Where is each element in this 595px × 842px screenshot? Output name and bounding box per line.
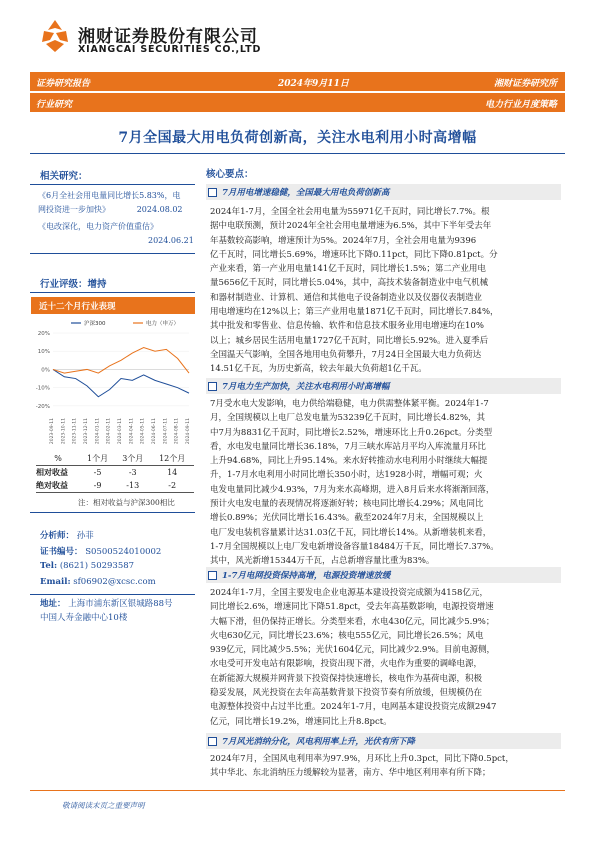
legend-label: 电力（申万）: [146, 321, 180, 327]
series-line-0: [53, 369, 189, 396]
body-line: 电发电量同比减少4.93%，7月为来水高峰期，进入8月后来水将渐渐回落，: [210, 484, 495, 495]
checkbox-square-icon: [208, 571, 217, 580]
body-line: 2024年1-7月，全国主要发电企业电源基本建设投资完成额为4158亿元，: [210, 588, 488, 598]
company-logo-icon: [40, 20, 70, 52]
y-tick-label: 20%: [37, 331, 50, 337]
key-points-heading: 核心要点：: [206, 169, 254, 180]
body-line: 火电630亿元，同比增长23.6%；核电555亿元，同比增长26.5%；风电: [210, 630, 484, 641]
body-line: 2024年1-7月，全国全社会用电量为55971亿千瓦时，同比增长7.7%。根: [210, 207, 490, 217]
address-divider: [30, 594, 195, 595]
body-line: 预计火电发电量的表现情况将逐渐好转；核电同比增长4.29%；风电同比: [210, 499, 484, 510]
body-line: 7月受水电大发影响，电力供给端稳健，电力供需整体紧平衡。2024年1-7: [210, 399, 489, 409]
body-line: 电厂发电装机容量累计达31.03亿千瓦，同比增长14%。从新增装机来看，: [210, 527, 492, 538]
section-body-1: [210, 205, 560, 377]
x-tick-label: 2024-07-11: [163, 418, 169, 445]
related-item-1[interactable]: 《6月全社会用电量同比增长5.83%，电 网投资进一步加快》 2024.08.02: [38, 191, 183, 214]
x-tick-label: 2024-03-11: [118, 418, 123, 445]
company-name-cn: 湘财证券股份有限公司: [78, 27, 258, 47]
checkbox-square-icon: [208, 737, 217, 746]
returns-table: [36, 452, 194, 493]
y-tick-label: -10%: [35, 385, 50, 392]
industry-rating: 行业评级：增持: [40, 279, 107, 290]
related-research-heading: 相关研究：: [40, 171, 88, 182]
header-bar-top: [30, 72, 565, 91]
body-line: 升，1-7月水电利用小时同比增长350小时，达1928小时，增幅可观；火: [210, 470, 483, 481]
returns-header-row: % 1个月 3个月 12个月: [54, 454, 186, 463]
body-line: 1-7月全国规模以上电厂发电新增设备容量18484万千瓦，同比增长7.37%。: [210, 541, 499, 552]
related-item-2-date: 2024.06.21: [148, 236, 194, 245]
analyst: 分析师： 孙菲: [40, 531, 94, 541]
body-line: 中7月为8831亿千瓦时，同比增长2.52%，增速环比上升0.26pct。分类型: [210, 427, 493, 438]
body-line: 看，水电发电量同比增长36.18%，7月三峡水库站月平均入库流量月环比: [210, 441, 486, 452]
x-tick-label: 2024-05-11: [140, 418, 146, 445]
header-bar-bottom: [30, 93, 565, 112]
body-line: 月，全国规模以上电厂总发电量为53239亿千瓦时，同比增长4.82%，其: [210, 413, 486, 424]
rating-divider-top: [30, 253, 195, 254]
checkbox-square-icon: [208, 382, 217, 391]
x-tick-label: 2024-01-11: [95, 418, 101, 445]
x-tick-label: 2024-06-11: [152, 418, 157, 445]
y-tick-label: 0%: [41, 367, 50, 374]
report-title: 7月全国最大用电负荷创新高，关注水电利用小时高增幅: [118, 130, 477, 146]
institute-name: 湘财证券研究所: [493, 79, 557, 89]
strategy-type: 电力行业月度策略: [484, 100, 557, 110]
body-line: 年基数较高影响，增速预计为5%。2024年7月，全社会用电量为9396: [210, 235, 477, 246]
body-line: 水电受可开发电站有限影响，投资出现下滑，火电作为重要的调峰电源，: [210, 659, 483, 670]
section-body-4: [210, 752, 560, 781]
telephone: Tel: (8621) 50293587: [40, 561, 135, 571]
body-line: 产业来看，第一产业用电量141亿千瓦时，同比增长1.5%；第二产业用电: [210, 264, 486, 275]
disclaimer-link[interactable]: 敬请阅读末页之重要声明: [62, 801, 145, 810]
report-date: 2024年9月11日: [278, 79, 349, 89]
body-line: 以上；城乡居民生活用电量1727亿千瓦时，同比增长5.92%。进入夏季后: [210, 335, 489, 346]
title-divider: [30, 153, 565, 154]
absolute-return-row: 绝对收益 -9 -13 -2: [36, 479, 194, 493]
relative-return-row: 相对收益 -5 -3 14: [36, 466, 194, 480]
x-tick-label: 2024-08-11: [174, 418, 180, 445]
related-item-2[interactable]: 《电改深化，电力资产价值重估》: [38, 222, 158, 231]
body-line: 同比增长2.6%，增速同比下降51.8pct，受去年高基数影响，电源投资增速: [210, 602, 494, 613]
x-tick-label: 2023-12-11: [84, 418, 89, 445]
body-line: 其中，风光新增15344万千瓦，占总新增容量比重为83%。: [210, 556, 435, 567]
y-tick-label: -20%: [35, 403, 50, 410]
section-heading-3: 1-7月电网投资保持高增，电源投资增速放缓: [206, 567, 561, 583]
chart-note: 注：相对收益与沪深300相比: [78, 498, 175, 507]
x-tick-label: 2024-04-11: [129, 418, 135, 445]
industry-performance-chart: [31, 315, 195, 447]
x-tick-label: 2023-09-11: [50, 418, 55, 445]
research-type: 行业研究: [36, 100, 73, 110]
email[interactable]: Email: sf06902@xcsc.com: [40, 577, 156, 587]
body-line: 电源整体投资中占过半比重。2024年1-7月，电网基本建设投资完成额2947: [210, 702, 497, 713]
x-tick-label: 2023-11-11: [72, 418, 78, 445]
x-tick-label: 2024-09-11: [186, 418, 191, 445]
body-line: 14.51亿千瓦，为历史新高，较去年最大负荷超1亿千瓦。: [210, 364, 427, 375]
company-name-en: XIANGCAI SECURITIES CO.,LTD: [78, 44, 262, 55]
body-line: 其中华北、东北消纳压力缓解较为显著，南方、华中地区利用率有所下降；: [210, 768, 491, 779]
body-line: 和器材制造业、计算机、通信和其他电子设备制造业以及仪器仪表制造业: [210, 292, 483, 303]
report-type: 证券研究报告: [36, 79, 91, 89]
legend-label: 沪深300: [84, 321, 106, 327]
certificate: 证书编号： S0500524010002: [40, 547, 162, 557]
rating-divider: [30, 292, 195, 293]
body-line: 稳妥发展，风光投资在去年高基数背景下投资节奏有所放缓，但规模仍在: [210, 688, 483, 699]
x-tick-label: 2024-02-11: [106, 418, 112, 445]
body-line: 2024年7月，全国风电利用率为97.9%，月环比上升0.3pct，同比下降0.5pct，: [210, 754, 514, 764]
address: 地址： 上海市浦东新区银城路88号 中国人寿金融中心10楼: [40, 599, 173, 623]
section-heading-1: 7月用电增速稳健，全国最大用电负荷创新高: [206, 184, 561, 200]
section-heading-4: 7月风光消纳分化，风电利用率上升，光伏有所下降: [206, 733, 561, 749]
chart-heading: 近十二个月行业表现: [31, 297, 195, 314]
body-line: 据中电联预测，预计2024年全社会用电量增速为6.5%，其中下半年受去年: [210, 221, 492, 232]
checkbox-square-icon: [208, 188, 217, 197]
section-heading-2: 7月电力生产加快，关注水电利用小时高增幅: [206, 378, 561, 394]
section-body-2: [210, 397, 560, 569]
body-line: 亿元，同比增长19.2%，增速同比上升8.8pct。: [210, 716, 392, 727]
x-tick-label: 2023-10-11: [61, 418, 67, 445]
body-line: 亿千瓦时，同比增长5.69%，增速环比下降0.11pct，同比下降0.81pct。分: [210, 249, 498, 260]
y-tick-label: 10%: [37, 349, 50, 356]
related-divider: [30, 184, 195, 185]
body-line: 大幅下滑，但仍保持正增长。分类型来看，水电430亿元，同比减少5.9%；: [210, 616, 495, 627]
footer-divider: [30, 790, 565, 791]
body-line: 939亿元，同比减少5.5%；光伏1604亿元，同比减少2.9%。目前电源侧，: [210, 645, 496, 656]
body-line: 增长0.89%；光伏同比增长16.43%。截至2024年7月末，全国规模以上: [210, 513, 484, 524]
body-line: 其中批发和零售业、信息传输、软件和信息技术服务业用电增速均在10%: [210, 321, 484, 332]
section-body-3: [210, 586, 560, 729]
body-line: 上升94.68%，同比上升95.14%。来水好转推动水电利用小时继续大幅提: [210, 456, 488, 467]
analyst-divider: [30, 512, 195, 513]
body-line: 全国温天气影响，全国各地用电负荷攀升，7月24日全国最大电力负荷达: [210, 349, 482, 360]
body-line: 在新能源大规模并网背景下投资保持快速增长，核电作为基荷电源，积极: [210, 673, 483, 684]
body-line: 量5656亿千瓦时，同比增长5.04%，其中，高技术装备制造业中电气机械: [210, 278, 489, 289]
body-line: 用电增速均在12%以上；第三产业用电量1871亿千瓦时，同比增长7.84%，: [210, 307, 499, 318]
